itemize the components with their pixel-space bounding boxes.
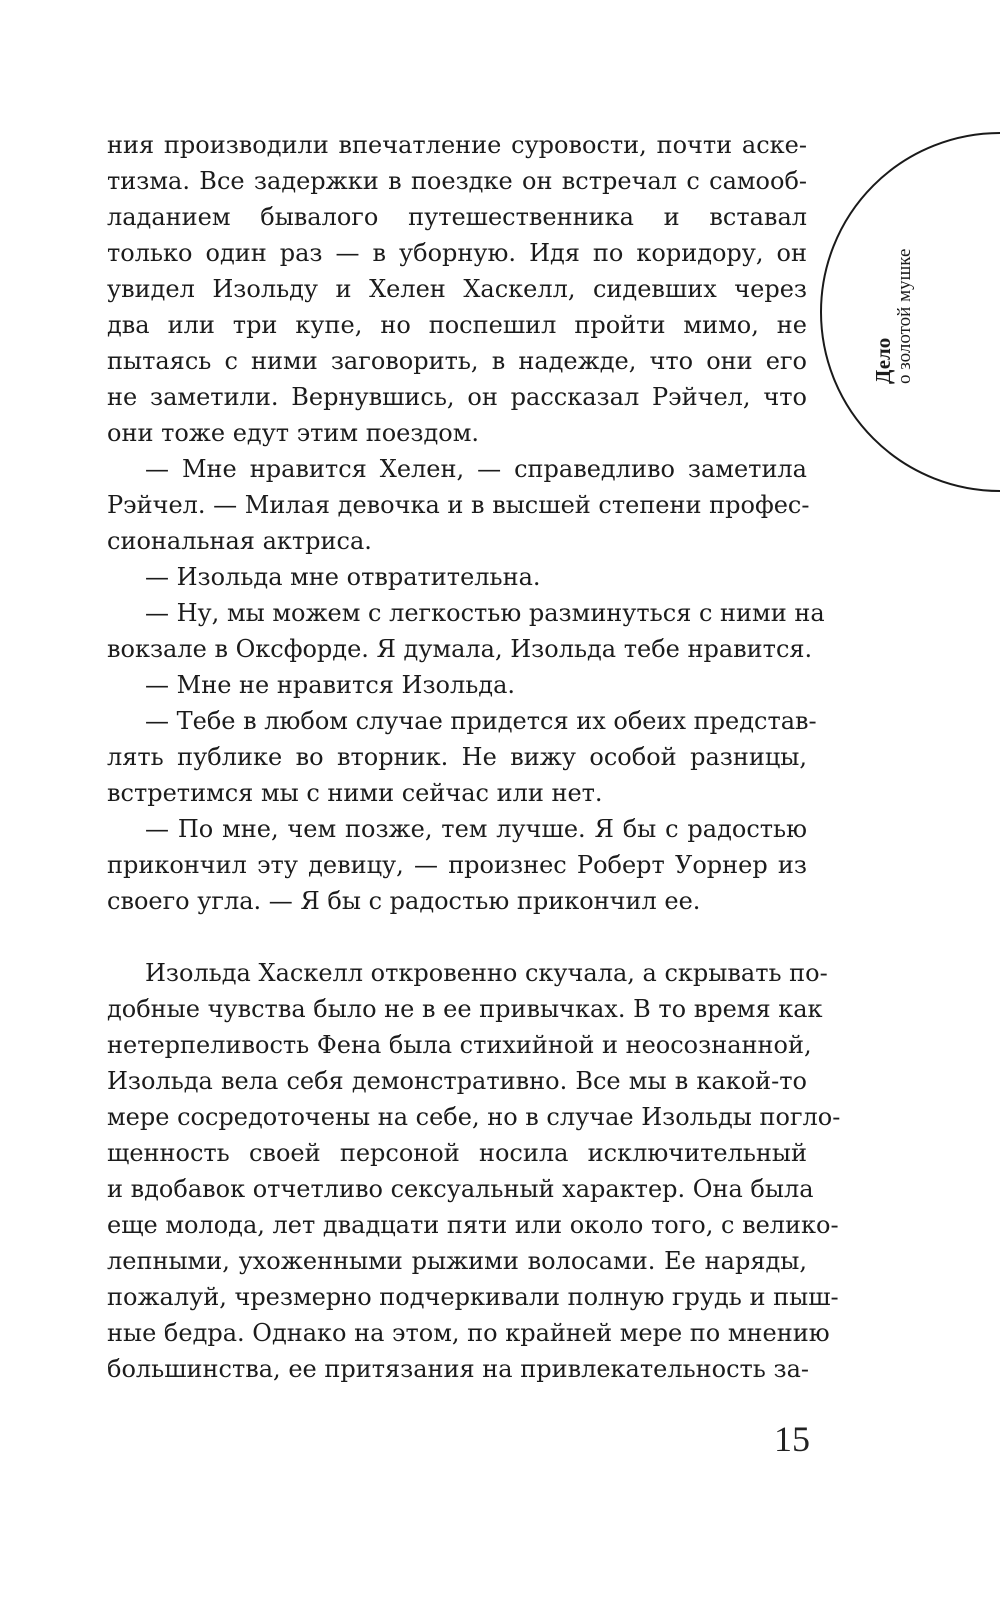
text-line: сиональная актриса. [107, 527, 372, 555]
text-line: еще молода, лет двадцати пяти или около того, с велико- [107, 1211, 839, 1239]
text-line: они тоже едут этим поездом. [107, 419, 479, 447]
text-line: вокзале в Оксфорде. Я думала, Изольда тебе нравится. [107, 635, 813, 663]
text-line: — Ну, мы можем с легкостью разминуться с ними на [145, 599, 825, 627]
text-line: ладанием бывалого путешественника и вставал [107, 203, 807, 231]
text-line: увидел Изольду и Хелен Хаскелл, сидевших через [107, 275, 807, 303]
text-line: пожалуй, чрезмерно подчеркивали полную грудь и пыш- [107, 1283, 839, 1311]
running-head-subtitle: о золотой мушке [894, 248, 915, 384]
text-line: пытаясь с ними заговорить, в надежде, что они его [107, 347, 807, 375]
text-line: мере сосредоточены на себе, но в случае Изольды погло- [107, 1103, 841, 1131]
page-number: 15 [774, 1419, 810, 1459]
text-line: Изольда вела себя демонстративно. Все мы в какой-то [107, 1067, 807, 1095]
text-line: добные чувства было не в ее привычках. В то время как [107, 995, 823, 1023]
text-line: только один раз — в уборную. Идя по коридору, он [107, 239, 807, 267]
body-text [107, 127, 841, 1387]
text-line: большинства, ее притязания на привлекательность за- [107, 1355, 809, 1383]
text-line: два или три купе, но поспешил пройти мимо, не [107, 311, 807, 339]
text-line: Изольда Хаскелл откровенно скучала, а скрывать по- [145, 959, 828, 987]
text-line: встретимся мы с ними сейчас или нет. [107, 779, 603, 807]
text-line: — Изольда мне отвратительна. [145, 563, 541, 591]
text-line: ния производили впечатление суровости, почти аске- [107, 131, 807, 159]
text-line: щенность своей персоной носила исключительный [107, 1139, 807, 1167]
text-line: Рэйчел. — Милая девочка и в высшей степени профес- [107, 491, 810, 519]
text-line: нетерпеливость Фена была стихийной и неосознанной, [107, 1031, 812, 1059]
text-line: своего угла. — Я бы с радостью прикончил ее. [107, 887, 701, 915]
text-line: ные бедра. Однако на этом, по крайней мере по мнению [107, 1319, 830, 1347]
text-line: прикончил эту девицу, — произнес Роберт Уорнер из [107, 851, 807, 879]
running-head [872, 214, 916, 384]
text-line: — Мне не нравится Изольда. [145, 671, 516, 699]
text-line: — Тебе в любом случае придется их обеих представ- [145, 707, 817, 735]
running-head-title: Дело [871, 337, 895, 384]
text-line: лять публике во вторник. Не вижу особой разницы, [107, 743, 807, 771]
text-line: лепными, ухоженными рыжими волосами. Ее наряды, [107, 1247, 807, 1275]
text-line: тизма. Все задержки в поездке он встречал с самооб- [107, 167, 807, 195]
text-line: не заметили. Вернувшись, он рассказал Рэйчел, что [107, 383, 807, 411]
text-line [107, 919, 807, 955]
text-line: — Мне нравится Хелен, — справедливо заметила [145, 455, 807, 483]
text-line: — По мне, чем позже, тем лучше. Я бы с радостью [145, 815, 807, 843]
text-line: и вдобавок отчетливо сексуальный характер. Она была [107, 1175, 814, 1203]
